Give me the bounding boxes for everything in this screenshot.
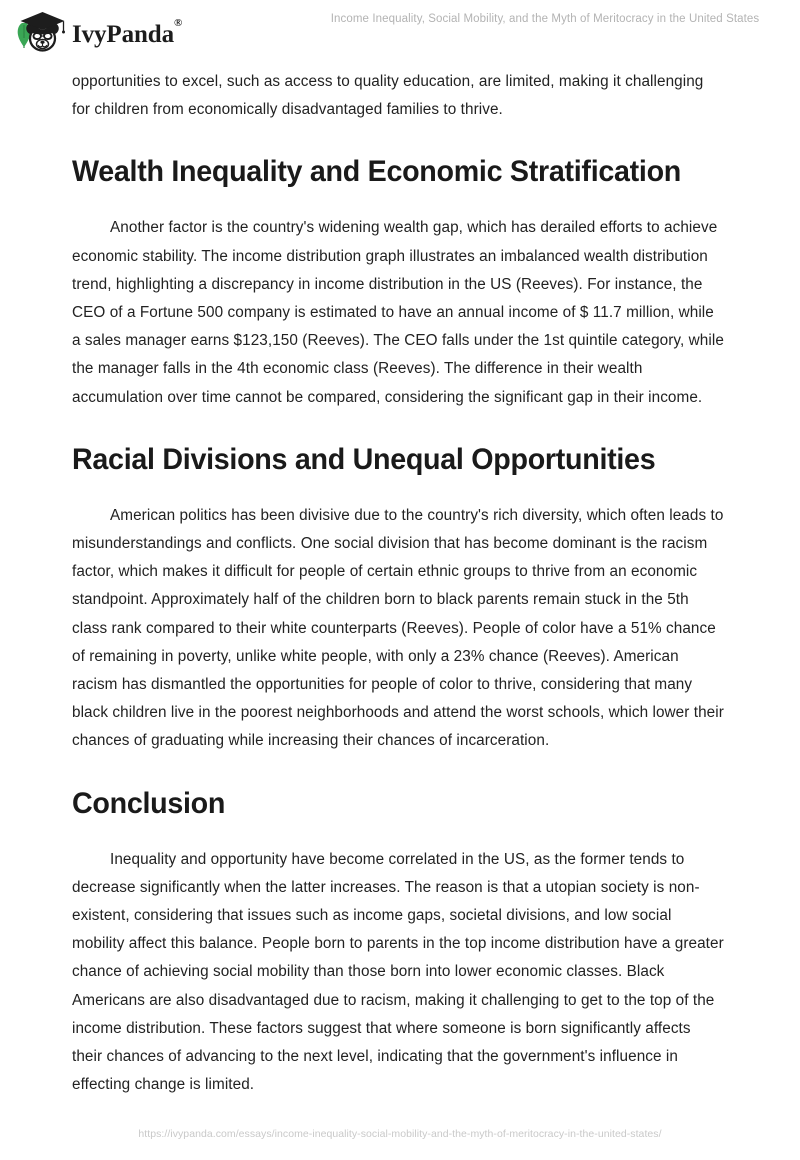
section-heading-wealth-inequality: Wealth Inequality and Economic Stratification: [72, 155, 682, 189]
section-heading-racial-divisions: Racial Divisions and Unequal Opportunities: [72, 442, 656, 476]
ivypanda-brand-logo-link[interactable]: [14, 10, 182, 56]
page-footer: [0, 1124, 800, 1142]
section-paragraph-racial-divisions: American politics has been divisive due to the country's rich diversity, which often leads to misunderstandings and conflicts. One social division that has become dominant is the racism factor, which makes it difficult for people of certain ethnic groups to thrive from an economic standpoint. Approximately half of the children born to black parents remain stuck in the 5th class rank compared to their white counterparts (Reeves). People of color have a 51% chance of remaining in poverty, unlike white people, with only a 23% chance (Reeves). American racism has dismantled the opportunities for people of color to thrive, considering that many black children live in the poorest neighborhoods and attend the worst schools, which lower their chances of graduating while increasing their chances of incarceration.: [72, 506, 724, 750]
document-title-header: Income Inequality, Social Mobility, and the Myth of Meritocracy in the United States: [330, 13, 760, 25]
registered-trademark-icon: ®: [174, 17, 183, 30]
page-header: [0, 0, 800, 62]
spacer: [72, 412, 724, 442]
spacer: [72, 124, 724, 154]
brand-name-text: IvyPanda: [72, 20, 175, 48]
intro-continuation-paragraph: opportunities to excel, such as access to quality education, are limited, making it challenging for children from economically disadvantaged families to thrive.: [72, 73, 704, 119]
source-url-link[interactable]: https://ivypanda.com/essays/income-inequality-social-mobility-and-the-myth-of-meritocracy-in-the-united-states/: [138, 1128, 662, 1140]
section-paragraph-wealth-inequality: Another factor is the country's widening wealth gap, which has derailed efforts to achieve economic stability. The income distribution graph illustrates an imbalanced wealth distribution trend, highlighting a discrepancy in income distribution in the US (Reeves). For instance, the CEO of a Fortune 500 company is estimated to have an annual income of $ 11.7 million, while a sales manager earns $123,150 (Reeves). The CEO falls under the 1st quintile category, while the manager falls in the 4th economic class (Reeves). The difference in their wealth accumulation over time cannot be compared, considering the significant gap in their income.: [72, 219, 724, 406]
ivypanda-panda-logo-icon: [14, 10, 66, 56]
spacer: [72, 190, 724, 214]
section-heading-conclusion: Conclusion: [72, 786, 226, 820]
spacer: [72, 756, 724, 786]
brand-wordmark: [72, 17, 183, 48]
section-paragraph-conclusion: Inequality and opportunity have become correlated in the US, as the former tends to decrease significantly when the latter increases. The reason is that a utopian society is non-existent, considering that issues such as income gaps, societal divisions, and low social mobility affect this balance. People born to parents in the top income distribution have a greater chance of achieving social mobility than those born into lower economic classes. Black Americans are also disadvantaged due to racism, making it challenging to get to the top of the income distribution. These factors suggest that where someone is born significantly affects their chances of advancing to the next level, indicating that the government's influence in effecting change is limited.: [72, 850, 724, 1094]
document-body: [72, 68, 724, 1099]
spacer: [72, 822, 724, 846]
spacer: [72, 478, 724, 502]
